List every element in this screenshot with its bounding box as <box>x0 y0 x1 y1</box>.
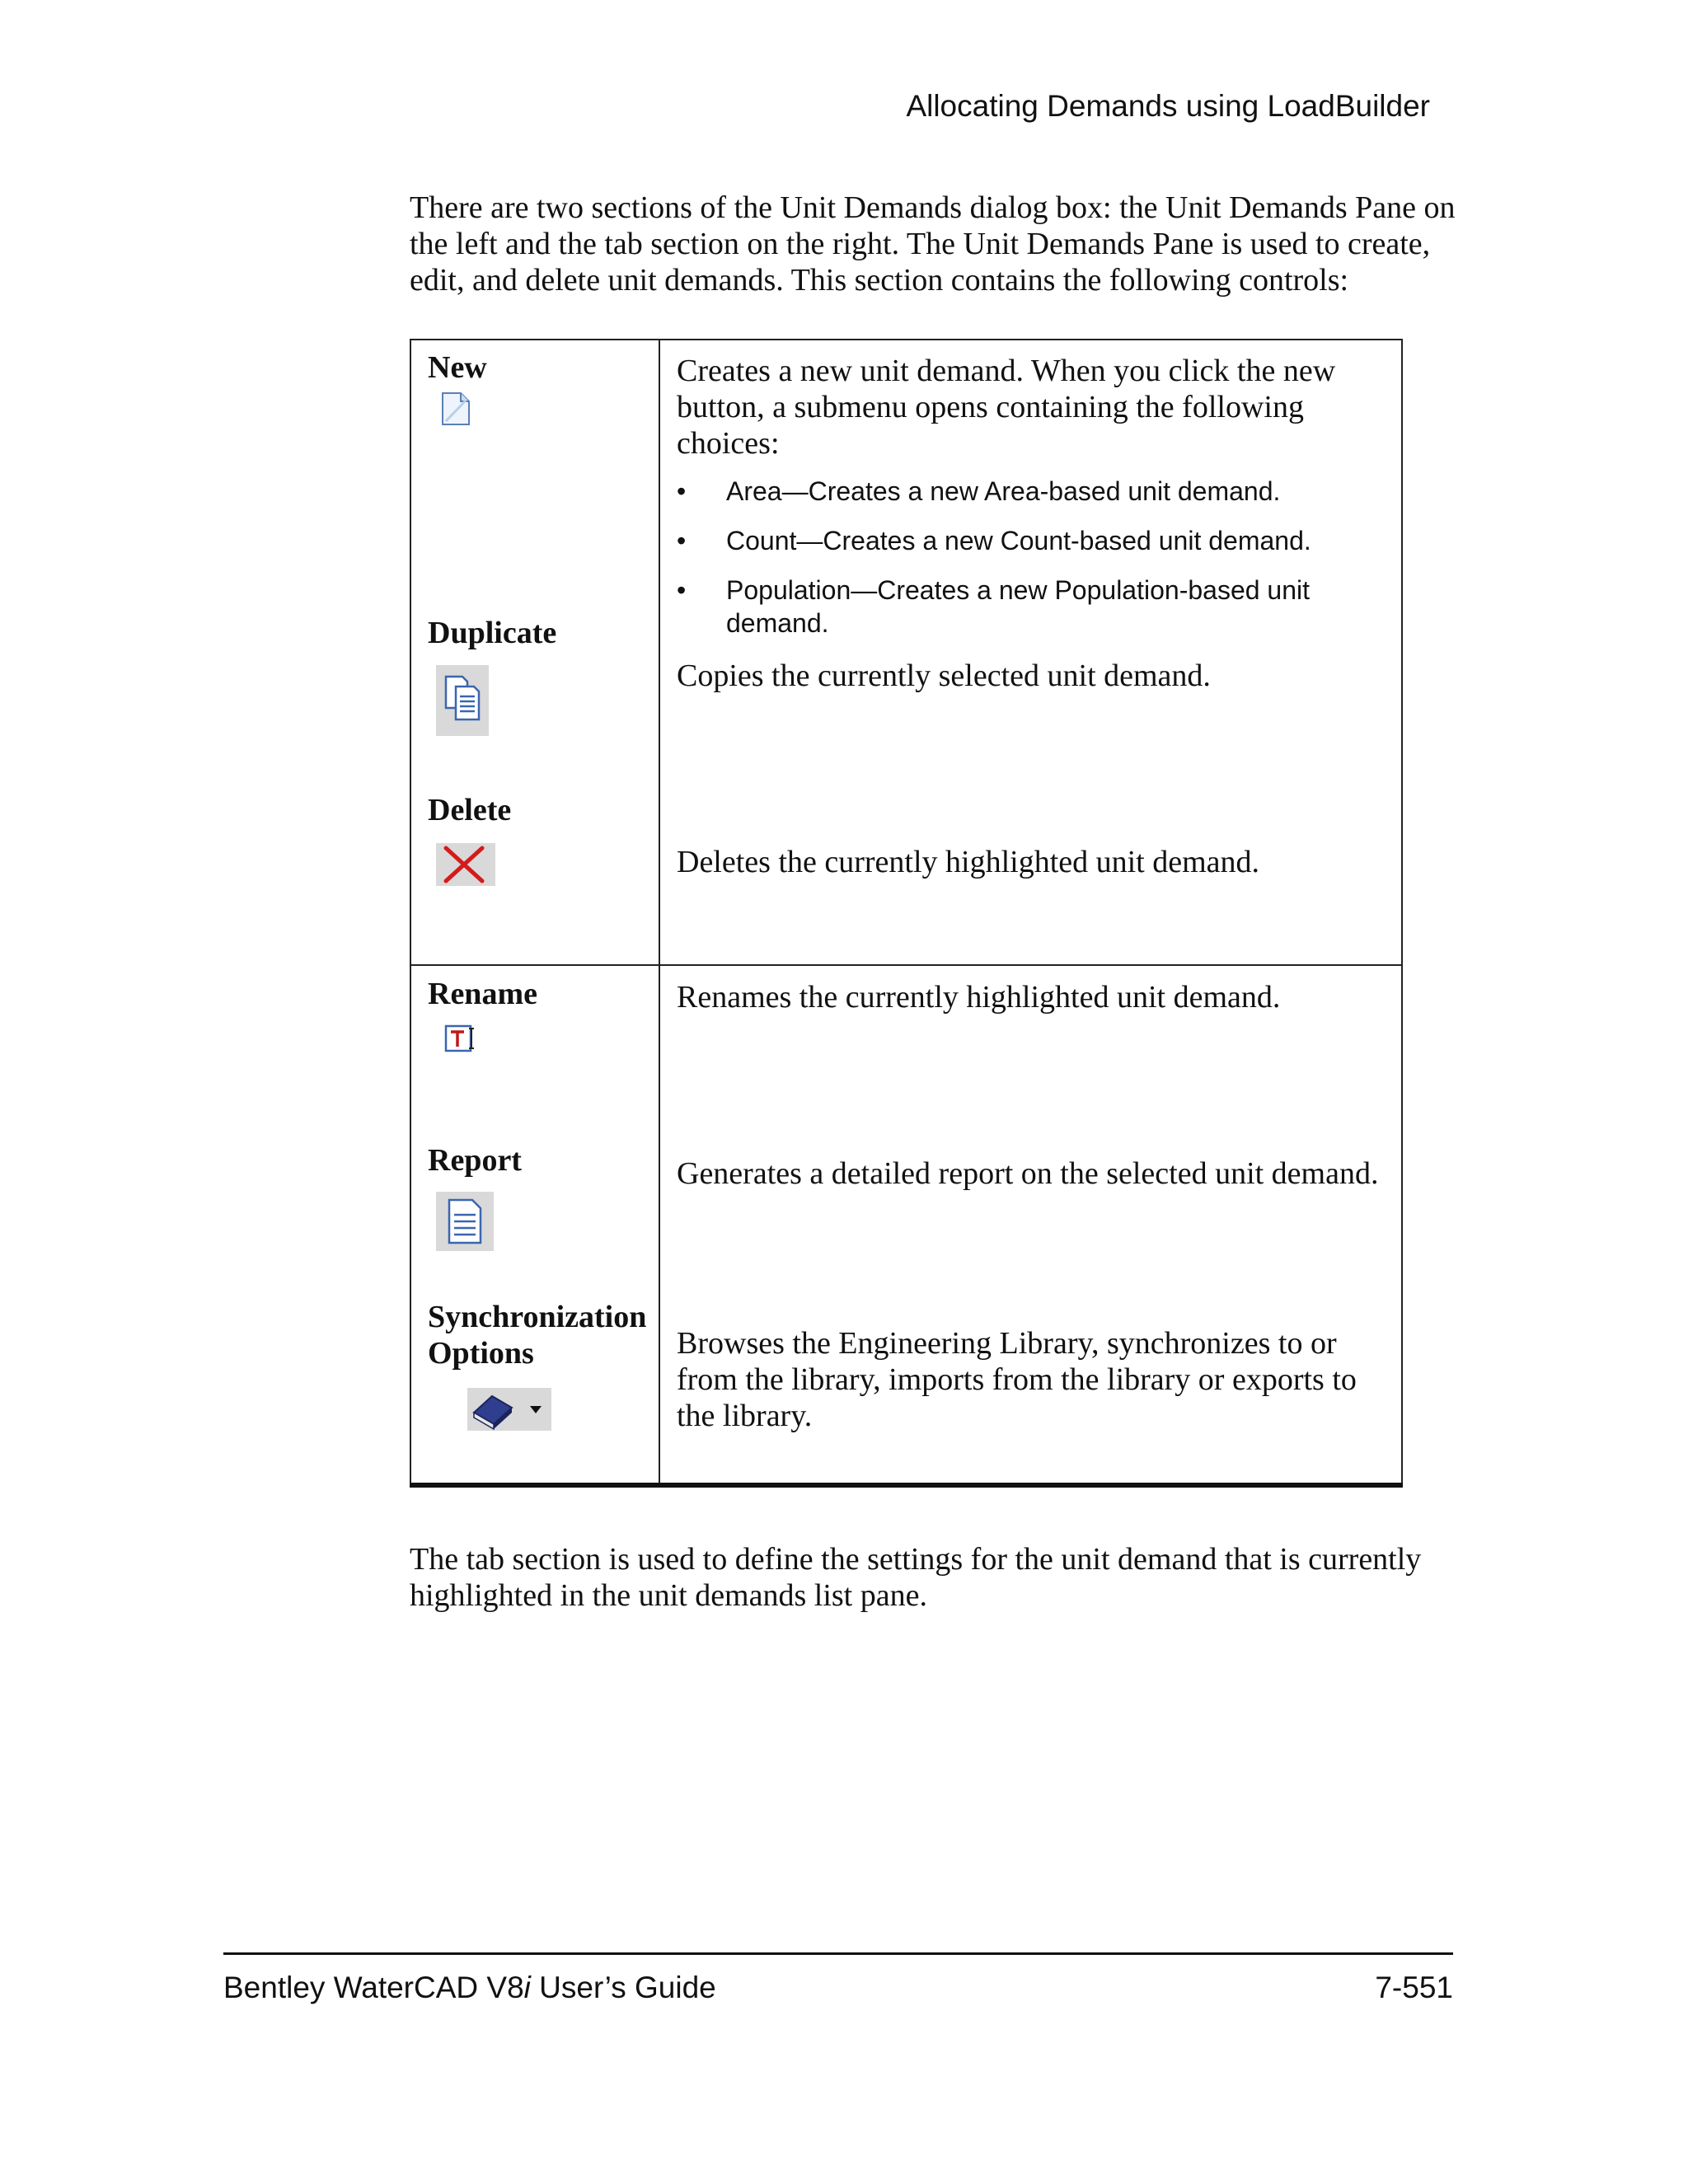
control-delete <box>411 736 659 886</box>
intro-paragraph <box>410 190 1456 298</box>
library-book-dropdown-icon[interactable] <box>467 1388 551 1431</box>
description-text: Generates a detailed report on the selected unit demand. <box>677 1156 1379 1191</box>
description-new <box>660 340 1401 640</box>
control-description-cell <box>659 340 1402 965</box>
control-report <box>411 1053 659 1251</box>
running-header: Allocating Demands using LoadBuilder <box>906 89 1430 123</box>
control-label: Report <box>428 1143 522 1178</box>
closing-text: The tab section is used to define the settings for the unit demand that is currently highlighted in the unit demands list pane. <box>410 1542 1422 1613</box>
control-description-cell <box>659 965 1402 1485</box>
description-report <box>660 1015 1401 1192</box>
footer-guide-title <box>223 1971 716 2005</box>
table-row <box>410 340 1402 965</box>
guide-title-italic: i <box>523 1971 531 2004</box>
footer-divider <box>223 1952 1453 1955</box>
report-document-icon[interactable] <box>436 1192 494 1251</box>
intro-text: There are two sections of the Unit Demands dialog box: the Unit Demands Pane on the left and the tab section on the right. The Unit Demands Pane is used to create, edit, and delete unit demands. This section contains the following controls: <box>410 190 1456 298</box>
delete-x-icon[interactable] <box>436 843 495 886</box>
control-label: Delete <box>428 793 512 827</box>
table-row <box>410 965 1402 1485</box>
control-rename <box>411 966 659 1053</box>
duplicate-icon[interactable] <box>436 665 489 736</box>
page-number: 7-551 <box>1375 1971 1453 2004</box>
description-text: Deletes the currently highlighted unit demand. <box>677 845 1260 879</box>
description-rename <box>660 966 1401 1015</box>
rename-text-icon[interactable] <box>444 1024 477 1053</box>
control-label: Synchronization <box>428 1300 647 1334</box>
closing-paragraph <box>410 1541 1456 1614</box>
controls-table <box>410 339 1403 1488</box>
description-text: Renames the currently highlighted unit demand. <box>677 980 1281 1015</box>
list-item: • Population—Creates a new Population-based unit demand. <box>677 574 1388 640</box>
control-sync <box>411 1251 659 1431</box>
list-item: • Area—Creates a new Area-based unit demand. <box>677 475 1388 508</box>
guide-title-suffix: User’s Guide <box>530 1971 716 2004</box>
description-text: Creates a new unit demand. When you click the new button, a submenu opens containing the following choices: <box>677 354 1336 461</box>
control-name-cell <box>410 965 659 1485</box>
guide-title-prefix: Bentley WaterCAD V8 <box>223 1971 524 2004</box>
control-new <box>411 340 659 427</box>
control-name-cell <box>410 340 659 965</box>
description-duplicate <box>660 656 1401 694</box>
list-item: • Count—Creates a new Count-based unit demand. <box>677 524 1388 557</box>
description-text: Copies the currently selected unit demand. <box>677 658 1211 693</box>
control-duplicate <box>411 427 659 736</box>
choice-list <box>677 475 1388 640</box>
description-text: Browses the Engineering Library, synchronizes to or from the library, imports from the library or exports to the library. <box>677 1326 1357 1433</box>
description-sync <box>660 1192 1401 1434</box>
description-delete <box>660 694 1401 880</box>
control-label: New <box>428 350 487 385</box>
control-label: Options <box>428 1336 534 1371</box>
new-document-icon[interactable] <box>439 391 472 427</box>
control-label: Duplicate <box>428 616 557 650</box>
control-label: Rename <box>428 977 537 1011</box>
